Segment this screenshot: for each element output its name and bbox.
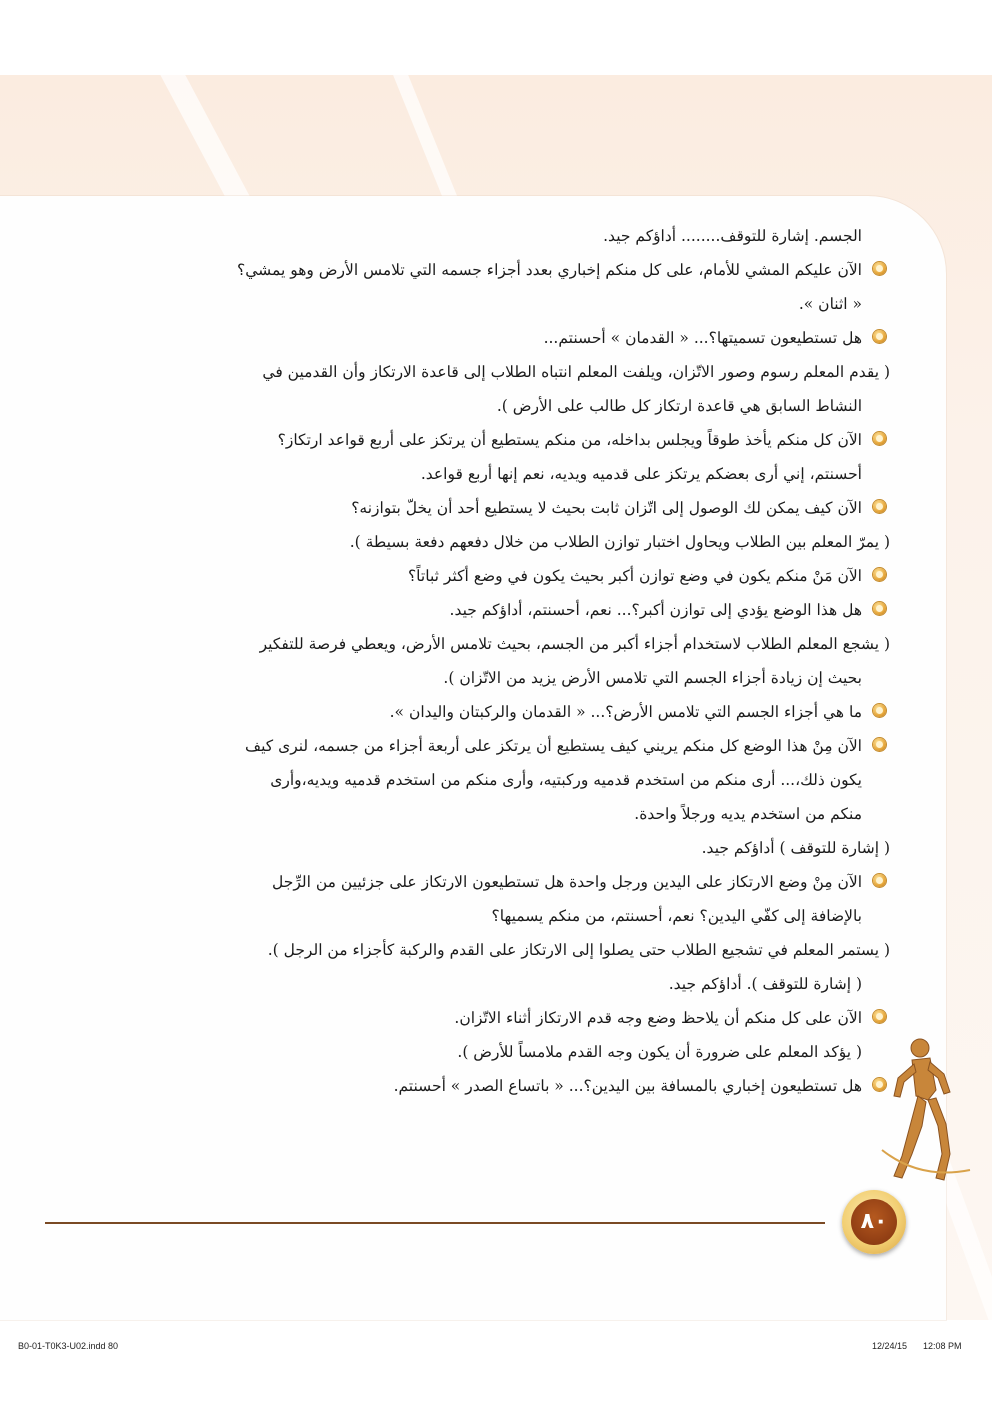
line-text: الآن على كل منكم أن يلاحظ وضع وجه قدم الارتكاز أثناء الاتّزان. — [454, 1009, 862, 1027]
page-number: ٨٠ — [851, 1199, 897, 1245]
line-text: هل تستطيعون إخباري بالمسافة بين اليدين؟... « باتساع الصدر » أحسنتم. — [393, 1077, 862, 1095]
bullet-icon — [873, 874, 886, 887]
text-line — [102, 525, 890, 559]
text-line — [102, 219, 862, 253]
bottom-rule — [45, 1222, 825, 1224]
bullet-icon — [873, 602, 886, 615]
line-text: ( يستمر المعلم في تشجيع الطلاب حتى يصلوا إلى الارتكاز على القدم والركبة كأجزاء من الرجل ). — [267, 941, 890, 959]
line-text: الآن مَنْ منكم يكون في وضع توازن أكبر بحيث يكون في وضع أكثر ثباتاً؟ — [407, 567, 862, 585]
text-line — [102, 355, 890, 389]
lesson-text — [102, 219, 890, 1103]
bullet-icon — [873, 568, 886, 581]
line-text: يكون ذلك،... أرى منكم من استخدم قدميه وركبتيه، وأرى منكم من استخدم قدميه ويديه،وأرى — [270, 771, 862, 789]
bullet-icon — [873, 704, 886, 717]
footer-date: 12/24/15 — [872, 1341, 908, 1351]
bullet-line — [102, 1069, 862, 1103]
bullet-line — [102, 559, 862, 593]
bullet-line — [102, 253, 862, 287]
bullet-icon — [873, 1010, 886, 1023]
line-text: الآن كيف يمكن لك الوصول إلى اتّزان ثابت بحيث لا يستطيع أحد أن يخلّ بتوازنه؟ — [351, 499, 862, 517]
bullet-icon — [873, 500, 886, 513]
footer-time: 12:08 PM — [923, 1341, 962, 1351]
line-text: بحيث إن زيادة أجزاء الجسم التي تلامس الأرض يزيد من الاتّزان ). — [443, 669, 862, 687]
line-text: « اثنان ». — [798, 295, 862, 313]
line-text: الآن مِنْ وضع الارتكاز على اليدين ورجل واحدة هل تستطيعون الارتكاز على جزئيين من الرِّجل — [272, 873, 862, 891]
line-text: بالإضافة إلى كفّي اليدين؟ نعم، أحسنتم، من منكم يسميها؟ — [491, 907, 862, 925]
text-line — [102, 899, 862, 933]
line-text: هل تستطيعون تسميتها؟... « القدمان » أحسنتم... — [543, 329, 862, 347]
text-line — [102, 797, 862, 831]
line-text: ما هي أجزاء الجسم التي تلامس الأرض؟... « القدمان والركبتان واليدان ». — [389, 703, 862, 721]
bullet-icon — [873, 432, 886, 445]
bullet-line — [102, 423, 862, 457]
line-text: ( يؤكد المعلم على ضرورة أن يكون وجه القدم ملامساً للأرض ). — [457, 1043, 862, 1061]
line-text: ( يشجع المعلم الطلاب لاستخدام أجزاء أكبر من الجسم، بحيث تلامس الأرض، ويعطي فرصة للتفكير — [259, 635, 890, 653]
text-line — [102, 287, 862, 321]
text-line — [102, 831, 890, 865]
page-number-badge — [842, 1190, 906, 1254]
bullet-line — [102, 491, 862, 525]
bullet-line — [102, 695, 862, 729]
line-text: ( إشارة للتوقف ). أداؤكم جيد. — [668, 975, 862, 993]
text-line — [102, 457, 862, 491]
text-line — [102, 389, 862, 423]
runner-icon — [880, 1030, 972, 1190]
line-text: الآن كل منكم يأخذ طوقاً ويجلس بداخله، من منكم يستطيع أن يرتكز على أربع قواعد ارتكاز؟ — [277, 431, 862, 449]
text-line — [102, 661, 862, 695]
line-text: الآن عليكم المشي للأمام، على كل منكم إخباري بعدد أجزاء جسمه التي تلامس الأرض وهو يمشي؟ — [237, 261, 862, 279]
line-text: النشاط السابق هي قاعدة ارتكاز كل طالب على الأرض ). — [496, 397, 862, 415]
bullet-line — [102, 729, 862, 763]
text-line — [102, 1035, 862, 1069]
bullet-line — [102, 593, 862, 627]
line-text: ( إشارة للتوقف ) أداؤكم جيد. — [701, 839, 890, 857]
line-text: الجسم. إشارة للتوقف........ أداؤكم جيد. — [603, 227, 862, 245]
footer-file-name: B0-01-T0K3-U02.indd 80 — [18, 1341, 119, 1351]
bullet-line — [102, 321, 862, 355]
bullet-icon — [873, 738, 886, 751]
line-text: أحسنتم، إني أرى بعضكم يرتكز على قدميه ويديه، نعم إنها أربع قواعد. — [420, 465, 862, 483]
text-line — [102, 627, 890, 661]
line-text: ( يمرّ المعلم بين الطلاب ويحاول اختبار توازن الطلاب من خلال دفعهم دفعة بسيطة ). — [349, 533, 890, 551]
bullet-icon — [873, 262, 886, 275]
line-text: هل هذا الوضع يؤدي إلى توازن أكبر؟... نعم، أحسنتم، أداؤكم جيد. — [449, 601, 862, 619]
line-text: ( يقدم المعلم رسوم وصور الاتّزان، ويلفت المعلم انتباه الطلاب إلى قاعدة الارتكاز وأن القدمين في — [262, 363, 890, 381]
line-text: منكم من استخدم يديه ورجلاً واحدة. — [634, 805, 862, 823]
text-line — [102, 967, 862, 1001]
line-text: الآن مِنْ هذا الوضع كل منكم يريني كيف يستطيع أن يرتكز على أربعة أجزاء من جسمه، لنرى كيف — [245, 737, 862, 755]
bullet-line — [102, 1001, 862, 1035]
bullet-line — [102, 865, 862, 899]
text-line — [102, 763, 862, 797]
bullet-icon — [873, 330, 886, 343]
text-line — [102, 933, 890, 967]
